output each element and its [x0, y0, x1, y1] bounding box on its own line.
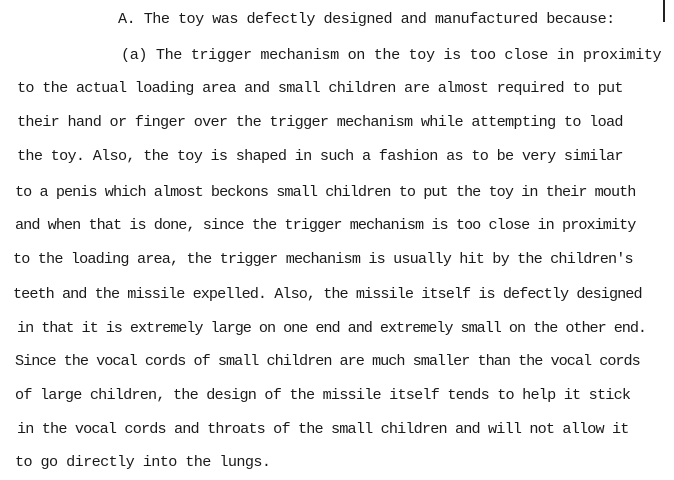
paragraph-line: the toy. Also, the toy is shaped in such a fashion as to be very similar — [17, 147, 623, 165]
paragraph-line: to the actual loading area and small children are almost required to put — [17, 79, 623, 97]
paragraph-line: teeth and the missile expelled. Also, the missile itself is defectly designed — [13, 285, 642, 303]
paragraph-line: in the vocal cords and throats of the small children and will not allow it — [17, 420, 629, 438]
paragraph-line: (a) The trigger mechanism on the toy is too close in proximity — [121, 46, 662, 64]
paragraph-line: and when that is done, since the trigger mechanism is too close in proximity — [15, 216, 636, 234]
paragraph-line: of large children, the design of the missile itself tends to help it stick — [15, 386, 631, 404]
paragraph-line: in that it is extremely large on one end and extremely small on the other end. — [17, 319, 646, 337]
paragraph-line: to the loading area, the trigger mechanism is usually hit by the children's — [13, 250, 633, 268]
paragraph-line: to a penis which almost beckons small children to put the toy in their mouth — [15, 183, 636, 201]
section-heading: A. The toy was defectly designed and manufactured because: — [118, 10, 615, 28]
paragraph-line: Since the vocal cords of small children are much smaller than the vocal cords — [15, 352, 640, 370]
paragraph-line: to go directly into the lungs. — [15, 453, 271, 471]
margin-rule — [663, 0, 665, 22]
paragraph-line: their hand or finger over the trigger mechanism while attempting to load — [17, 113, 623, 131]
